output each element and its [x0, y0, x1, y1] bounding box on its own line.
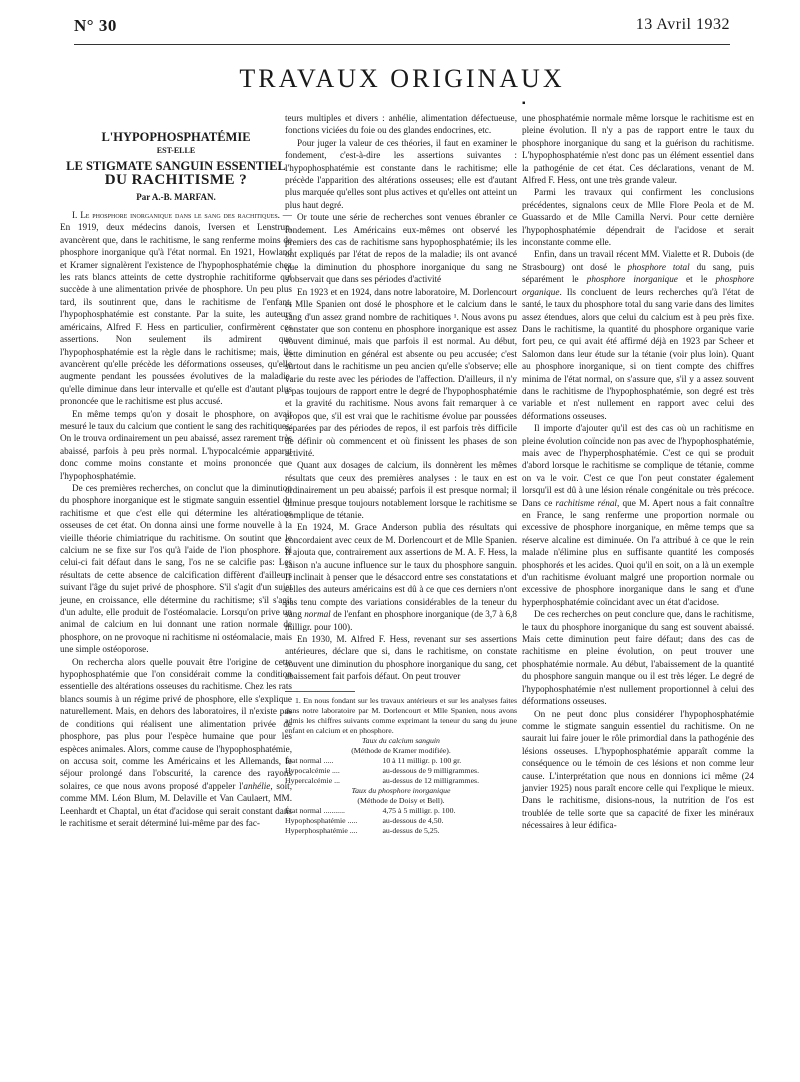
title-line-3: LE STIGMATE SANGUIN ESSENTIEL	[66, 158, 286, 173]
paragraph: De ces premières recherches, on conclut que la diminution du phosphore inorganique est le stigmate sanguin essentiel du rachitisme et que c'est elle qui détermine les altérations osseuses de cet état. On donna ainsi une forme nouvelle à la vieille théorie chimiatrique du rachitisme. On soutint que le calcium ne se fixe sur l'os qu'à l'aide de l'ion phosphore. Si celui-ci fait défaut dans le sang, l'os ne se calcifie pas: Les résultats de cette absence de calcification diffèrent d'ailleurs suivant l'âge du sujet privé de phosphore. S'il s'agit d'un sujet jeune, en croissance, elle détermine du rachitisme; s'il s'agit d'un adulte, elle produit de l'ostéomalacie. Lorsqu'on prive un animal de calcium en lui donnant une ration normale de phosphore, on ne provoque ni rachitisme ni ostéomalacie, mais une simple ostéoporose.	[60, 482, 292, 655]
paragraph: On ne peut donc plus considérer l'hypophosphatémie comme le stigmate sanguin essentiel du rachitisme. On ne saurait lui faire jouer le rôle primordial dans la pathogénie des lésions osseuses. L'hypophosphatémie apparaît comme la conséquence ou le témoin de ces lésions et non comme leur cause. L'interprétation que nous en donnions ici même (24 janvier 1925) nous paraît encore celle qui l'explique le mieux. Dans le rachitisme, disions-nous, la nutrition de l'os est troublée de telle sorte que sa capacité de fixer les minéraux nécessaires à leur édifica-	[522, 708, 754, 831]
footnote-rule	[285, 691, 355, 692]
table-row: Hyperphosphatémie .... au-dessus de 5,25.	[285, 825, 440, 835]
table-title-calcium: Taux du calcium sanguin	[362, 735, 440, 745]
table-method-phosphore: (Méthode de Doisy et Bell).	[357, 795, 445, 805]
paragraph: En 1923 et en 1924, dans notre laboratoire, M. Dorlencourt et Mlle Spanien ont dosé le phosphore et le calcium dans le sang d'un assez grand nombre de rachitiques ¹. Nous avons pu constater que son contenu en phosphore inorganique est assez souvent diminué, mais que parfois il est normal. Au début, cette diminution en général est absente ou peu accusée; c'est surtout dans le rachitisme un peu ancien qu'elle s'observe; elle varie du reste avec les périodes de l'affection. D'ailleurs, il n'y a pas toujours de rapport entre le degré de l'hypophosphatémie et la gravité du rachitisme. Nous avons fait remarquer à ce propos que, s'il est vrai que le rachitisme évolue par poussées séparées par des périodes de repos, il est parfois très difficile de définir où commencent et où finissent les phases de son activité.	[285, 286, 517, 458]
footnote-text: 1. En nous fondant sur les travaux antérieurs et sur les analyses faites dans notre laboratoire par M. Dorlencourt et Mlle Spanien, nous avons admis les chiffres suivants comme exprimant la teneur du sang du jeune enfant en calcium et en phosphore.	[285, 695, 517, 735]
column-3	[522, 112, 754, 832]
paragraph: une phosphatémie normale même lorsque le rachitisme est en pleine évolution. Il n'y a pas de rapport entre le taux du phosphore inorganique du sang et la guérison du rachitisme. L'hypophosphatémie n'est donc pas un élément essentiel dans la pathogénie de cet état. Ces déclarations, venant de M. Alfred F. Hess, ont une très grande valeur.	[522, 113, 754, 186]
paragraph: En 1924, M. Grace Anderson publia des résultats qui concordaient avec ceux de M. Dorlencourt et de Mlle Spanien. Il ajouta que, contrairement aux assertions de M. A. F. Hess, la saison n'a aucune influence sur le taux du phosphore sanguin. Il inclinait à penser que le désaccord entre ses constatations et celles des auteurs américains est dû à ce que ces derniers n'ont pas tenu compte des variations considérables de la teneur du sang normal de l'enfant en phosphore inorganique (de 3,7 à 6,8 milligr. pour 100).	[285, 522, 518, 632]
paragraph: Il importe d'ajouter qu'il est des cas où un rachitisme en pleine évolution coïncide non pas avec de l'hypophosphatémie, mais avec de l'hyperphosphatémie. C'est ce qui se produit d'abord lorsque le rachitisme se complique de tétanie, comme on va le voir. C'est ce que l'on peut constater également lorsqu'il est dû à une lésion rénale congénitale ou très précoce. Dans ce rachitisme rénal, que M. Apert nous a fait connaître en France, le sang renferme une proportion normale ou excessive de phosphore inorganique, en même temps que sa réserve alcaline est diminuée. On l'a attribué à ce que le rein malade n'élimine plus en suffisante quantité les composés phosphorés et les acides. Quoi qu'il en soit, on a là un exemple d'un rachitisme évoluant malgré une proportion normale ou excessive de phosphore inorganique dans le sang et d'une hyperphosphatémie coïncidant avec un état d'acidose.	[522, 423, 755, 607]
title-line-1: L'HYPOPHOSPHATÉMIE	[101, 130, 251, 144]
issue-date: 13 Avril 1932	[635, 16, 730, 33]
phosphore-table	[285, 806, 517, 836]
table-title-phosphore: Taux du phosphore inorganique	[351, 785, 451, 795]
column-2	[285, 112, 517, 836]
paragraph: Enfin, dans un travail récent MM. Vialette et R. Dubois (de Strasbourg) ont dosé le phosphore total du sang, puis séparément le phosphore inorganique et le phosphore organique. Ils concluent de leurs recherches qu'à l'état de santé, le taux du phosphore total du sang varie dans des limites assez étendues, alors que celui du calcium est à peu près fixe. Dans le rachitisme, la quantité du phosphore organique varie fort peu, ce qui avait été affirmé déjà en 1923 par Scheer et Salomon dans leur étude sur la tétanie (voir plus loin). Quant au phosphore inorganique, si on tient compte des chiffres minima de l'état normal, on s'assure que, s'il y a assez souvent dans le rachitisme de l'hypophosphatémie, son degré est très variable et n'est nullement en rapport avec celui des déformations osseuses.	[522, 249, 755, 421]
title-line-2: EST-ELLE	[156, 146, 196, 156]
page-header	[74, 16, 730, 44]
section-title: TRAVAUX ORIGINAUX	[239, 64, 565, 93]
title-line-4: DU RACHITISME ?	[104, 172, 248, 189]
section-lead: I. Le phosphore inorganique dans le sang des rachitiques.	[72, 210, 280, 221]
paragraph: On rechercha alors quelle pouvait être l'origine de cette hypophosphatémie que l'on considérait comme la condition essentielle des altérations osseuses du rachitisme. Chez les rats blancs soumis à un régime privé de phosphore, elle s'explique naturellement. Mais, en dehors des laboratoires, il n'existe pas de conditions qui réalisent une alimentation privée de phosphore, pas plus pour l'espèce humaine que pour les espèces animales. Alors, comme cause de l'hypophosphatémie, on accusa soit, comme les Américains et les Allemands, le séjour prolongé dans l'obscurité, la carence des rayons solaires, ce que nous avons proposé d'appeler l'anhélie, soit, comme MM. Léon Blum, M. Delaville et Van Caulaert, MM. Leenhardt et Chaptal, un état d'acidose qui serait constant dans le rachitisme et serait déterminé lui-même par des fac-	[60, 656, 292, 828]
paragraph: De ces recherches on peut conclure que, dans le rachitisme, le taux du phosphore inorganique du sang est souvent abaissé. Mais cette diminution peut faire défaut; dans des cas de rachitisme en pleine évolution, on peut trouver une phosphatémie normale. Au début, l'abaissement de la quantité du phosphore sanguin manque ou il est très léger. Le degré de l'hypophosphatémie n'est nullement proportionnel à celui des déformations osseuses.	[522, 609, 754, 707]
calcium-table	[285, 756, 517, 786]
paragraph: I. Le phosphore inorganique dans le sang des rachitiques. — En 1919, deux médecins danois, Iversen et Lenstrup, avancèrent que, dans le rachitisme, le sang renferme moins de phosphore inorganique qu'à l'état normal. En 1921, Howland et Kramer signalèrent l'existence de l'hypophosphatémie chez les rats blancs atteints de cette dystrophie rachitiforme qui succède à une alimentation privée de phosphore. Un peu plus tard, ils soutinrent que, dans le rachitisme de l'enfant, l'hypophosphatémie est constante. Par la suite, les auteurs américains, Alfred F. Hess en particulier, confirmèrent ces assertions. Non seulement ils admirent que l'hypophosphatémie est la règle dans le rachitisme; mais, ils avancèrent qu'elle précède les déformations osseuses, qu'elle augmente pendant les poussées évolutives de la maladie, qu'elle diminue dans leur intervalle et qu'elle est d'autant plus prononcée que le rachitisme est plus accusé.	[60, 210, 292, 407]
article-heading	[60, 131, 292, 203]
column-1	[60, 131, 292, 829]
header-rule	[74, 44, 730, 45]
table-row: Hypercalcémie ... au-dessus de 12 milligrammes.	[285, 775, 480, 785]
byline: Par A.-B. MARFAN.	[136, 191, 216, 202]
table-row: État normal ..... 10 à 11 milligr. p. 100 gr.	[285, 755, 462, 765]
table-method-calcium: (Méthode de Kramer modifiée).	[351, 745, 451, 755]
table-row: État normal ........... 4,75 à 5 milligr. p. 100.	[285, 805, 456, 815]
paragraph: En 1930, M. Alfred F. Hess, revenant sur ses assertions antérieures, déclare que si, dans le rachitisme, on constate souvent une diminution du phosphore inorganique du sang, cet abaissement fait parfois défaut. On peut trouver	[285, 634, 517, 682]
paragraph: Or toute une série de recherches sont venues ébranler ce fondement. Les Américains eux-mêmes ont observé les premiers des cas de rachitisme sans hypophosphatémie; ils les ont expliqués par l'état de repos de la maladie; ils ont avancé que la diminution du phosphore inorganique du sang ne s'observait que dans ses périodes d'activité	[285, 212, 517, 285]
paragraph: teurs multiples et divers : anhélie, alimentation défectueuse, fonctions viciées du foie ou des glandes endocrines, etc.	[285, 113, 517, 136]
table-row: Hypocalcémie .... au-dessous de 9 milligrammes.	[285, 765, 480, 775]
paragraph: Pour juger la valeur de ces théories, il faut en examiner le fondement, c'est-à-dire les assertions suivantes : l'hypophosphatémie est constante dans le rachitisme; elle précède l'apparition des altérations osseuses; elle est d'autant plus marquée qu'elles sont plus actives et qu'elles ont atteint un plus haut degré.	[285, 137, 517, 210]
issue-number: N° 30	[74, 16, 117, 35]
footnote	[285, 696, 517, 836]
paragraph: Quant aux dosages de calcium, ils donnèrent les mêmes résultats que ceux des premières analyses : le taux en est ordinairement un peu abaissé; parfois il est presque normal; il diminue presque toujours notablement lorsque le rachitisme se complique de tétanie.	[285, 460, 517, 520]
table-row: Hypophosphatémie ..... au-dessous de 4,50.	[285, 815, 444, 825]
paragraph: Parmi les travaux qui confirment les conclusions précédentes, signalons ceux de Mlle Flore Peola et de M. Guassardo et de Mlle Camilla Nervi. Pour cette dernière l'hypophosphatémie dépendrait de l'acidose et serait inconstante comme elle.	[522, 187, 754, 248]
paragraph: En même temps qu'on y dosait le phosphore, on avait mesuré le taux du calcium que contient le sang des rachitiques. On le trouva ordinairement un peu abaissé, assez rarement très abaissé, parfois à peu près normal. L'hypocalcémie apparut donc comme moins constante et moins prononcée que l'hypophosphatémie.	[60, 408, 292, 481]
ornament-dot: ▪	[522, 98, 526, 109]
